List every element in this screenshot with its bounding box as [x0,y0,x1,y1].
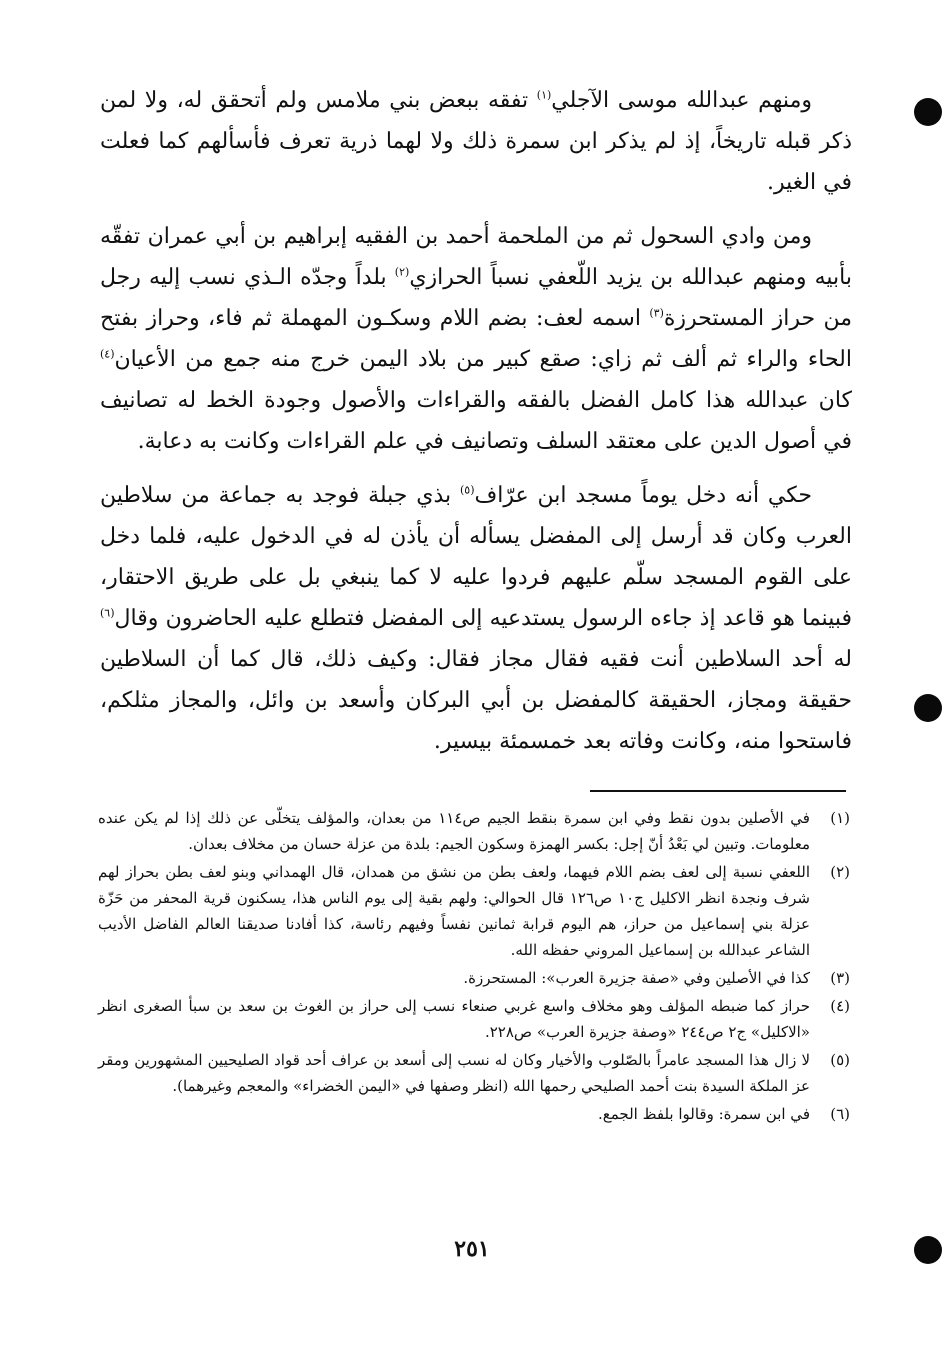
footnotes [98,805,850,1129]
footnote-item [98,805,850,857]
paragraph-text: له أحد السلاطين أنت فقيه فقال مجاز فقال: وكيف ذلك، قال كما أن السلاطين حقيقة ومجاز، الحقيقة كالمفضل بن أبي البركان وأسعد بن وائل، والمجاز مثلكم، فاستحوا منه، وكانت وفاته بعد خمسمئة بيسير. [100,647,852,754]
paragraph-text: بلداً وجدّه الـذي نسب إليه رجل من حراز المستحرزة [100,265,852,331]
footnote-item [98,859,850,963]
footnote-number: (٢) [830,863,850,881]
paragraph [100,80,852,203]
paragraph-text: تفقه ببعض بني ملامس ولم أتحقق له، ولا لمن ذكر قبله تاريخاً، إذ لم يذكر ابن سمرة ذلك ولا لهما ذرية تعرف فأسألهم كما فعلت في الغير. [100,88,852,195]
punch-hole-middle [914,694,942,722]
footnote-text: في ابن سمرة: وقالوا بلفظ الجمع. [598,1105,810,1123]
footnote-text: حراز كما ضبطه المؤلف وهو مخلاف واسع غربي صنعاء نسب إلى حراز بن الغوث بن سعد بن سبأ الصغرى انظر «الاكليل» ج٢ ص٢٤٤ «وصفة جزيرة العرب» ص٢٢٨. [98,997,810,1041]
footnote-reference: (٢) [394,265,410,279]
page-number: ٢٥١ [454,1236,490,1262]
footnote-number: (١) [830,809,850,827]
footnote-text: اللعفي نسبة إلى لعف بضم اللام فيهما، ولعف بطن من نشق من همدان، قال الهمداني وبنو لعف بطن بحراز لهم شرف ونجدة انظر الاكليل ج١٠ ص١٢٦ قال الحوالي: ولهم بقية إلى يوم الناس هذا، يسكنون قرية المحفر من حَزّة عزلة بني إسماعيل من حراز، هم اليوم قرابة ثمانين نفساً وفيهم رئاسة، كذا أفادنا صديقنا العالم الفاضل الأديب الشاعر عبدالله بن إسماعيل المروني حفظه الله. [98,863,810,959]
paragraph-text: بذي جبلة فوجد به جماعة من سلاطين العرب وكان قد أرسل إلى المفضل يسأله أن يأذن له في الدخول عليه، فلما دخل على القوم المسجد سلّم عليهم فردوا عليه لا كما ينبغي بل على طريق الاحتقار، فبينما هو قاعد إذ جاءه الرسول يستدعيه إلى المفضل فتطلع عليه الحاضرون وقال [100,483,852,631]
footnote-item [98,965,850,991]
footnote-item [98,993,850,1045]
footnote-number: (٤) [830,997,850,1015]
paragraph [100,216,852,462]
main-text [100,80,852,775]
footnote-text: كذا في الأصلين وفي «صفة جزيرة العرب»: المستحرزة. [463,969,810,987]
paragraph-text: ومن وادي السحول ثم من الملحمة أحمد بن الفقيه إبراهيم بن أبي عمران تفقّه بأبيه ومنهم عبدالله بن يزيد اللّعفي نسباً الحرازي [100,224,852,290]
footnote-text: في الأصلين بدون نقط وفي ابن سمرة بنقط الجيم ص١١٤ من بعدان، والمؤلف يتخلّى عن ذلك إذا لم يكن عنده معلومات. وتبين لي بَعْدُ أنّ إجل: بكسر الهمزة وسكون الجيم: بلدة من عزلة حسان من مخلاف بعدان. [98,809,810,853]
footnote-reference: (٤) [100,347,115,361]
footnote-reference: (٦) [100,606,115,620]
footnote-separator [590,790,846,792]
paragraph-text: كان عبدالله هذا كامل الفضل بالفقه والقراءات والأصول وجودة الخط له تصانيف في أصول الدين على معتقد السلف وتصانيف في علم القراءات وكانت به دعابة. [100,388,852,454]
punch-hole-top [914,98,942,126]
footnote-reference: (٥) [459,483,475,497]
footnote-number: (٣) [830,969,850,987]
footnote-number: (٥) [830,1051,850,1069]
paragraph-text: اسمه لعف: بضم اللام وسكـون المهملة ثم فاء، وحراز بفتح الحاء والراء ثم ألف ثم زاي: صقع كبير من بلاد اليمن خرج منه جمع من الأعيان [100,306,852,372]
footnote-item [98,1101,850,1127]
footnote-reference: (١) [536,88,552,102]
paragraph-text: حكي أنه دخل يوماً مسجد ابن عرّاف [474,483,812,508]
footnote-reference: (٣) [649,306,664,320]
paragraph [100,475,852,762]
footnote-text: لا زال هذا المسجد عامراً بالصّلوب والأخيار وكان له نسب إلى أسعد بن عراف أحد قواد الصليحيين المشهورين ومقر عز الملكة السيدة بنت أحمد الصليحي رحمها الله (انظر وصفها في «اليمن الخضراء» والمعجم وغيرهما). [98,1051,810,1095]
footnote-item [98,1047,850,1099]
paragraph-text: ومنهم عبدالله موسى الآجلي [551,88,812,113]
footnote-number: (٦) [830,1105,850,1123]
